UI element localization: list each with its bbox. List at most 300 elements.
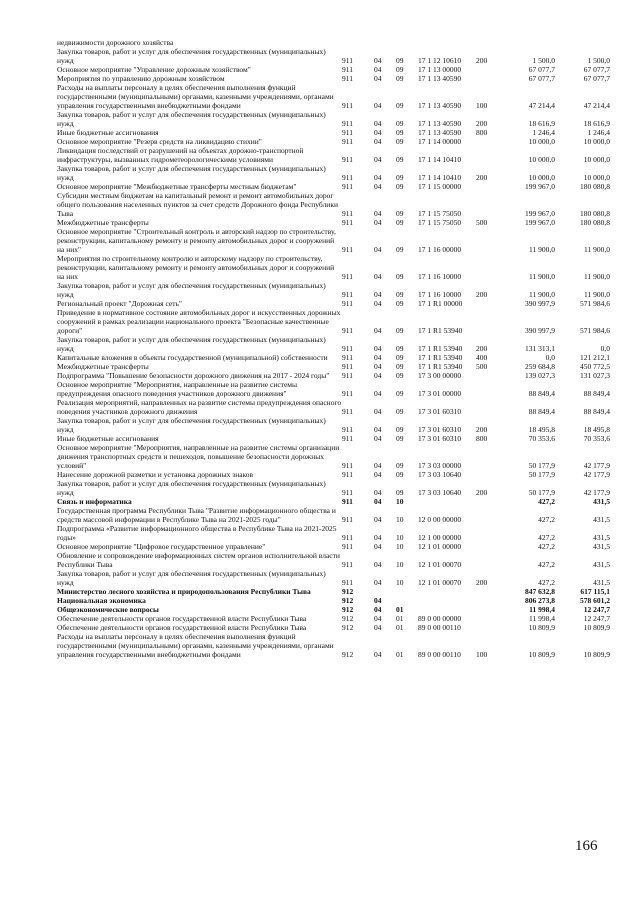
target-article-code: 89 0 00 00110: [418, 650, 461, 659]
ministry-code: 911: [342, 272, 353, 281]
expense-type-code: [476, 614, 500, 623]
ministry-code: 911: [342, 128, 353, 137]
subsection-code: 10: [396, 497, 404, 506]
table-row: [57, 137, 610, 146]
expense-type-code: [476, 74, 500, 83]
ministry-code: 911: [342, 119, 353, 128]
target-article-code: 89 0 00 00000: [418, 614, 462, 623]
section-code: 04: [374, 470, 382, 479]
section-code: 04: [374, 596, 382, 605]
subsection-code: [396, 587, 418, 596]
section-code: 04: [374, 218, 382, 227]
amount-year-2: 578 601,2: [580, 596, 610, 605]
row-name: Ликвидация последствий от разрушений на объектах дорожно-транспортной инфраструктуры, вызванных гидрометеорологическими условиями: [57, 146, 304, 164]
amount-year-1: 139 027,3: [525, 371, 555, 380]
amount-year-1: 11 998,4: [529, 605, 555, 614]
subsection-code: 09: [396, 344, 404, 353]
table-row: [57, 281, 610, 299]
expense-type-code: 200: [476, 425, 488, 434]
section-code: 04: [374, 407, 382, 416]
subsection-code: [396, 596, 418, 605]
amount-year-1: 11 900,0: [529, 290, 555, 299]
expense-type-code: [476, 371, 500, 380]
row-name: Иные бюджетные ассигнования: [57, 128, 159, 137]
table-row: [57, 308, 610, 335]
row-name: Нанесение дорожной разметки и установка дорожных знаков: [57, 470, 254, 479]
ministry-code: 911: [342, 245, 353, 254]
amount-year-1: 427,2: [538, 497, 555, 506]
page-number: 166: [575, 838, 598, 854]
ministry-code: 911: [342, 137, 353, 146]
row-name: Основное мероприятие "Мероприятия, направленные на развитие системы предупреждения опасного поведения участников дорожного движения": [57, 380, 298, 398]
subsection-code: 09: [396, 245, 404, 254]
target-article-code: 12 0 00 00000: [418, 515, 462, 524]
table-row: [57, 335, 610, 353]
expense-type-code: [476, 506, 500, 524]
target-article-code: 17 1 16 10000: [418, 290, 462, 299]
table-row: [57, 443, 610, 470]
row-name: Реализация мероприятий, направленных на развитие системы предупреждения опасного поведения участников дорожного движения: [57, 398, 342, 416]
target-article-code: 17 3 01 60310: [418, 434, 462, 443]
amount-year-1: [500, 38, 555, 47]
expense-type-code: 400: [476, 353, 488, 362]
subsection-code: 09: [396, 182, 404, 191]
section-code: 04: [374, 623, 382, 632]
row-name: Государственная программа Республики Тыва "Развитие информационного общества и средств массовой информации в Республике Тыва на 2021-2025 годы": [57, 506, 336, 524]
amount-year-1: 427,2: [538, 578, 555, 587]
table-row: [57, 254, 610, 281]
amount-year-2: 431,5: [593, 560, 610, 569]
ministry-code: 912: [342, 605, 354, 614]
ministry-code: 911: [342, 299, 353, 308]
subsection-code: 09: [396, 353, 404, 362]
ministry-code: [342, 38, 374, 47]
target-article-code: 17 1 15 75050: [418, 209, 462, 218]
expense-type-code: 500: [476, 218, 488, 227]
table-row: [57, 479, 610, 497]
ministry-code: 911: [342, 326, 353, 335]
section-code: [374, 38, 396, 47]
subsection-code: 10: [396, 542, 404, 551]
table-row: [57, 110, 610, 128]
amount-year-1: 0,0: [545, 353, 555, 362]
table-row: [57, 542, 610, 551]
amount-year-2: 67 077,7: [583, 65, 610, 74]
subsection-code: 01: [396, 623, 404, 632]
ministry-code: 911: [342, 101, 353, 110]
expense-type-code: [476, 299, 500, 308]
amount-year-1: 847 632,8: [525, 587, 555, 596]
subsection-code: 09: [396, 173, 404, 182]
subsection-code: 09: [396, 218, 404, 227]
subsection-code: 01: [396, 650, 404, 659]
subsection-code: 09: [396, 434, 404, 443]
section-code: 04: [374, 182, 382, 191]
row-name: Закупка товаров, работ и услуг для обеспечения государственных (муниципальных) нужд: [57, 164, 326, 182]
subsection-code: 09: [396, 488, 404, 497]
section-code: 04: [374, 605, 382, 614]
expense-type-code: [476, 38, 500, 47]
expense-type-code: 200: [476, 344, 488, 353]
table-row: [57, 227, 610, 254]
table-row: [57, 596, 610, 605]
table-row: [57, 353, 610, 362]
target-article-code: 17 3 03 10640: [418, 488, 462, 497]
subsection-code: 09: [396, 119, 404, 128]
subsection-code: 09: [396, 362, 404, 371]
table-row: [57, 434, 610, 443]
section-code: 04: [374, 497, 382, 506]
table-row: [57, 362, 610, 371]
row-name: Закупка товаров, работ и услуг для обеспечения государственных (муниципальных) нужд: [57, 47, 326, 65]
expense-type-code: [476, 254, 500, 281]
section-code: 04: [374, 542, 382, 551]
target-article-code: 17 3 01 00000: [418, 389, 462, 398]
expense-type-code: 100: [476, 101, 488, 110]
subsection-code: 09: [396, 425, 404, 434]
amount-year-1: 427,2: [538, 515, 555, 524]
table-row: [57, 380, 610, 398]
table-row: [57, 218, 610, 227]
section-code: 04: [374, 65, 382, 74]
section-code: 04: [374, 434, 382, 443]
amount-year-2: 180 080,8: [580, 182, 610, 191]
ministry-code: 911: [342, 65, 353, 74]
subsection-code: 09: [396, 371, 404, 380]
expense-type-code: [476, 443, 500, 470]
target-article-code: 17 1 R1 53940: [418, 353, 463, 362]
amount-year-1: 11 900,0: [529, 272, 555, 281]
row-name: Обеспечение деятельности органов государственной власти Республики Тыва: [57, 614, 307, 623]
row-name: Национальная экономика: [57, 596, 146, 605]
amount-year-2: 88 849,4: [583, 407, 610, 416]
row-name: Обновление и сопровождение информационных систем органов исполнительной власти Республики Тыва: [57, 551, 340, 569]
ministry-code: 911: [342, 578, 353, 587]
row-name: Закупка товаров, работ и услуг для обеспечения государственных (муниципальных) нужд: [57, 416, 326, 434]
amount-year-2: 1 246,4: [587, 128, 610, 137]
target-article-code: 17 3 03 00000: [418, 461, 462, 470]
amount-year-1: 11 998,4: [529, 614, 555, 623]
amount-year-2: 431,5: [593, 515, 610, 524]
row-name: Обеспечение деятельности органов государственной власти Республики Тыва: [57, 623, 307, 632]
budget-table: [57, 38, 610, 659]
expense-type-code: [476, 596, 500, 605]
table-row: [57, 614, 610, 623]
amount-year-1: 67 077,7: [528, 65, 555, 74]
section-code: 04: [374, 209, 382, 218]
target-article-code: 17 1 13 40590: [418, 119, 462, 128]
target-article-code: 17 1 R1 00000: [418, 299, 463, 308]
ministry-code: 911: [342, 434, 353, 443]
section-code: 04: [374, 353, 382, 362]
ministry-code: 912: [342, 587, 354, 596]
amount-year-2: 12 247,7: [583, 614, 610, 623]
table-row: [57, 605, 610, 614]
expense-type-code: [476, 551, 500, 569]
section-code: 04: [374, 560, 382, 569]
expense-type-code: [476, 587, 500, 596]
table-row: [57, 551, 610, 569]
amount-year-2: 42 177,9: [583, 470, 610, 479]
row-name: Расходы на выплаты персоналу в целях обеспечения выполнения функций государственными (муниципальными) органами, казенными учреждениями, органами управления государственными внебюджетными фондами: [57, 632, 334, 659]
amount-year-2: 70 353,6: [583, 434, 610, 443]
amount-year-1: 10 000,0: [528, 173, 555, 182]
row-name: Основное мероприятие "Строительный контроль и авторский надзор по строительству, реконструкции, капитальному ремонту и ремонту автомобильных дорог и сооружений на них": [57, 227, 336, 254]
amount-year-2: 431,5: [593, 533, 610, 542]
table-row: [57, 299, 610, 308]
subsection-code: 10: [396, 533, 404, 542]
subsection-code: 09: [396, 470, 404, 479]
amount-year-1: 67 077,7: [528, 74, 555, 83]
target-article-code: 17 1 14 10410: [418, 173, 462, 182]
row-name: Связь и информатика: [57, 497, 132, 506]
row-name: Закупка товаров, работ и услуг для обеспечения государственных (муниципальных) нужд: [57, 569, 326, 587]
expense-type-code: 100: [476, 650, 488, 659]
section-code: 04: [374, 326, 382, 335]
amount-year-1: 390 997,9: [525, 299, 555, 308]
amount-year-1: 70 353,6: [528, 434, 555, 443]
subsection-code: 10: [396, 560, 404, 569]
amount-year-1: 10 809,9: [528, 650, 555, 659]
target-article-code: 17 1 15 75050: [418, 218, 462, 227]
table-row: [57, 470, 610, 479]
row-name: Межбюджетные трансферты: [57, 362, 149, 371]
section-code: 04: [374, 137, 382, 146]
amount-year-2: 12 247,7: [583, 605, 610, 614]
amount-year-1: 199 967,0: [525, 209, 555, 218]
amount-year-2: 11 900,0: [584, 245, 610, 254]
budget-table-body: [57, 38, 610, 659]
ministry-code: 911: [342, 533, 353, 542]
expense-type-code: 200: [476, 488, 488, 497]
subsection-code: 09: [396, 461, 404, 470]
amount-year-2: 431,5: [593, 578, 610, 587]
table-row: [57, 128, 610, 137]
subsection-code: 10: [396, 515, 404, 524]
table-row: [57, 506, 610, 524]
subsection-code: 09: [396, 128, 404, 137]
amount-year-1: 199 967,0: [525, 218, 555, 227]
table-row: [57, 497, 610, 506]
target-article-code: [418, 38, 476, 47]
ministry-code: 912: [342, 596, 354, 605]
section-code: 04: [374, 245, 382, 254]
ministry-code: 911: [342, 461, 353, 470]
ministry-code: 911: [342, 488, 353, 497]
amount-year-1: 390 997,9: [525, 326, 555, 335]
expense-type-code: [476, 398, 500, 416]
ministry-code: 911: [342, 425, 353, 434]
amount-year-2: 431,5: [593, 542, 610, 551]
amount-year-1: 10 809,9: [528, 623, 555, 632]
section-code: 04: [374, 614, 382, 623]
row-name: недвижимости дорожного хозяйства: [57, 38, 174, 47]
row-name: Подпрограмма «Развитие информационного общества в Республике Тыва на 2021-2025 годы»: [57, 524, 337, 542]
amount-year-2: 11 900,0: [584, 290, 610, 299]
row-name: Основное мероприятие "Цифровое государственное управление": [57, 542, 266, 551]
amount-year-2: 18 495,8: [583, 425, 610, 434]
amount-year-2: 42 177,9: [583, 488, 610, 497]
ministry-code: 911: [342, 497, 353, 506]
amount-year-1: 88 849,4: [528, 407, 555, 416]
ministry-code: 911: [342, 407, 353, 416]
amount-year-2: 67 077,7: [583, 74, 610, 83]
expense-type-code: [476, 191, 500, 218]
amount-year-1: 427,2: [538, 542, 555, 551]
expense-type-code: [476, 623, 500, 632]
expense-type-code: [476, 227, 500, 254]
expense-type-code: 500: [476, 362, 488, 371]
section-code: 04: [374, 371, 382, 380]
subsection-code: 09: [396, 74, 404, 83]
amount-year-1: 47 214,4: [528, 101, 555, 110]
amount-year-2: 10 000,0: [583, 137, 610, 146]
section-code: 04: [374, 74, 382, 83]
expense-type-code: [476, 380, 500, 398]
amount-year-2: 42 177,9: [583, 461, 610, 470]
target-article-code: 17 3 00 00000: [418, 371, 462, 380]
target-article-code: [418, 497, 476, 506]
subsection-code: 09: [396, 326, 404, 335]
amount-year-2: 571 984,6: [580, 299, 610, 308]
ministry-code: 911: [342, 362, 353, 371]
table-row: [57, 416, 610, 434]
section-code: 04: [374, 101, 382, 110]
table-row: [57, 398, 610, 416]
row-name: Мероприятия по управлению дорожным хозяйством: [57, 74, 225, 83]
section-code: 04: [374, 290, 382, 299]
subsection-code: 10: [396, 578, 404, 587]
subsection-code: 01: [396, 614, 404, 623]
ministry-code: 911: [342, 74, 353, 83]
amount-year-2: 10 809,9: [583, 650, 610, 659]
row-name: Расходы на выплаты персоналу в целях обеспечения выполнения функций государственными (муниципальными) органами, казенными учреждениями, органами управления государственными внебюджетными фондами: [57, 83, 334, 110]
ministry-code: 911: [342, 371, 353, 380]
table-row: [57, 632, 610, 659]
amount-year-1: 10 000,0: [528, 155, 555, 164]
subsection-code: 09: [396, 137, 404, 146]
row-name: Приведение в нормативное состояние автомобильных дорог и искусственных дорожных сооружений в рамках реализации национального проекта "Безопасные качественные дороги": [57, 308, 341, 335]
subsection-code: 09: [396, 290, 404, 299]
subsection-code: 09: [396, 101, 404, 110]
table-row: [57, 74, 610, 83]
row-name: Закупка товаров, работ и услуг для обеспечения государственных (муниципальных) нужд: [57, 110, 326, 128]
target-article-code: 17 1 16 00000: [418, 245, 462, 254]
row-name: Закупка товаров, работ и услуг для обеспечения государственных (муниципальных) нужд: [57, 281, 326, 299]
row-name: Закупка товаров, работ и услуг для обеспечения государственных (муниципальных) нужд: [57, 479, 326, 497]
target-article-code: 17 1 14 00000: [418, 137, 462, 146]
ministry-code: 911: [342, 542, 353, 551]
row-name: Иные бюджетные ассигнования: [57, 434, 159, 443]
amount-year-2: 47 214,4: [583, 101, 610, 110]
expense-type-code: [476, 542, 500, 551]
target-article-code: 17 1 16 10000: [418, 272, 462, 281]
section-code: 04: [374, 461, 382, 470]
expense-type-code: [476, 308, 500, 335]
amount-year-1: 18 495,8: [528, 425, 555, 434]
ministry-code: 912: [342, 623, 354, 632]
target-article-code: [418, 605, 476, 614]
subsection-code: 09: [396, 155, 404, 164]
target-article-code: 17 1 R1 53940: [418, 326, 463, 335]
expense-type-code: 200: [476, 56, 488, 65]
expense-type-code: 200: [476, 173, 488, 182]
amount-year-1: 88 849,4: [528, 389, 555, 398]
amount-year-1: 259 684,8: [525, 362, 555, 371]
table-row: [57, 146, 610, 164]
amount-year-2: 88 849,4: [583, 389, 610, 398]
target-article-code: [418, 587, 476, 596]
section-code: 04: [374, 362, 382, 371]
section-code: 04: [374, 578, 382, 587]
ministry-code: 911: [342, 218, 353, 227]
row-name: Основное мероприятие "Мероприятия, направленные на развитие системы организации движения транспортных средств и пешеходов, повышение безопасности дорожных условий": [57, 443, 340, 470]
target-article-code: 17 3 03 10640: [418, 470, 462, 479]
ministry-code: 911: [342, 209, 353, 218]
ministry-code: 911: [342, 353, 353, 362]
ministry-code: 911: [342, 560, 353, 569]
amount-year-2: 1 500,0: [587, 56, 610, 65]
amount-year-2: 0,0: [600, 344, 610, 353]
section-code: 04: [374, 515, 382, 524]
subsection-code: 09: [396, 389, 404, 398]
amount-year-2: 431,5: [593, 497, 610, 506]
section-code: 04: [374, 299, 382, 308]
amount-year-1: 18 616,9: [528, 119, 555, 128]
subsection-code: 09: [396, 56, 404, 65]
section-code: 04: [374, 344, 382, 353]
ministry-code: 912: [342, 650, 354, 659]
target-article-code: [418, 596, 476, 605]
section-code: 04: [374, 155, 382, 164]
ministry-code: 911: [342, 290, 353, 299]
target-article-code: 17 1 15 00000: [418, 182, 462, 191]
subsection-code: 09: [396, 299, 404, 308]
expense-type-code: [476, 182, 500, 191]
expense-type-code: 800: [476, 128, 488, 137]
target-article-code: 12 1 01 00070: [418, 578, 462, 587]
row-name: Министерство лесного хозяйства и природопользования Республики Тыва: [57, 587, 311, 596]
target-article-code: 89 0 00 00110: [418, 623, 461, 632]
expense-type-code: [476, 524, 500, 542]
ministry-code: 911: [342, 344, 353, 353]
amount-year-1: 50 177,9: [528, 488, 555, 497]
expense-type-code: [476, 470, 500, 479]
amount-year-2: 617 115,1: [580, 587, 610, 596]
table-row: [57, 47, 610, 65]
amount-year-1: 427,2: [538, 533, 555, 542]
amount-year-1: 806 273,8: [525, 596, 555, 605]
expense-type-code: [476, 65, 500, 74]
amount-year-1: 199 967,0: [525, 182, 555, 191]
ministry-code: 911: [342, 515, 353, 524]
amount-year-2: 10 000,0: [583, 173, 610, 182]
table-row: [57, 38, 610, 47]
amount-year-2: 121 212,1: [580, 353, 610, 362]
table-row: [57, 524, 610, 542]
table-row: [57, 164, 610, 182]
target-article-code: 12 1 01 00070: [418, 560, 462, 569]
ministry-code: 911: [342, 56, 353, 65]
ministry-code: 911: [342, 182, 353, 191]
row-name: Основное мероприятие "Резерв средств на ликвидацию стихии": [57, 137, 262, 146]
expense-type-code: [476, 497, 500, 506]
subsection-code: 09: [396, 272, 404, 281]
expense-type-code: 200: [476, 290, 488, 299]
amount-year-2: 450 772,5: [580, 362, 610, 371]
amount-year-1: 427,2: [538, 560, 555, 569]
amount-year-1: 50 177,9: [528, 461, 555, 470]
